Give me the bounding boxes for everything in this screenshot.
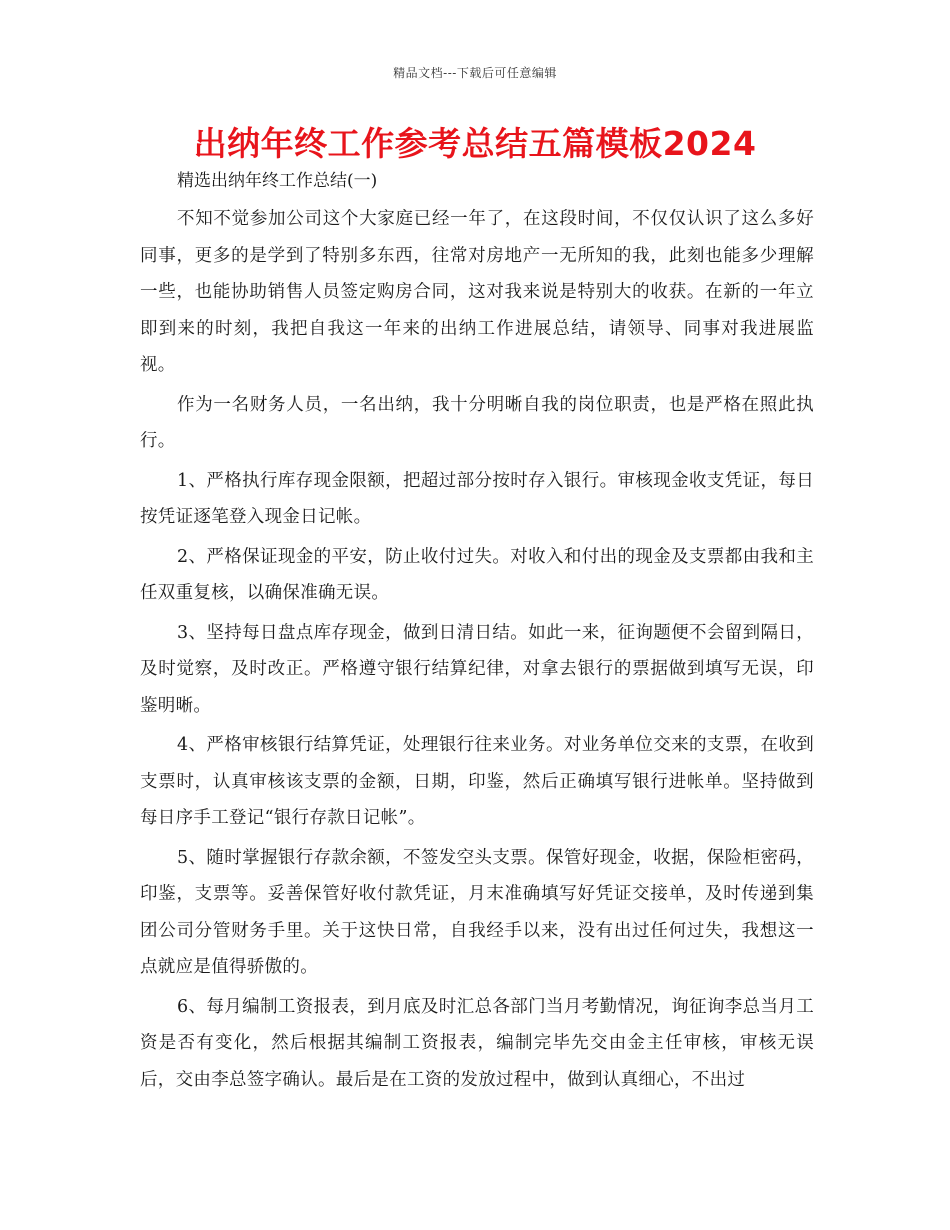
paragraph-intro: 不知不觉参加公司这个大家庭已经一年了，在这段时间，不仅仅认识了这么多好同事，更多的是学到了特别多东西，往常对房地产一无所知的我，此刻也能多少理解一些，也能协助销售人员签定购房合同，这对我来说是特别大的收获。在新的一年立即到来的时刻，我把自我这一年来的出纳工作进展总结，请领导、同事对我进展监视。 (140, 209, 814, 375)
section-subtitle: 精选出纳年终工作总结(一) (177, 171, 378, 191)
document-title: 出纳年终工作参考总结五篇模板2024 (193, 124, 757, 163)
header-note: 精品文档---下载后可任意编辑 (393, 66, 557, 80)
paragraph-item-2: 2、严格保证现金的平安，防止收付过失。对收入和付出的现金及支票都由我和主任双重复核，以确保准确无误。 (140, 546, 814, 603)
paragraph-item-4: 4、严格审核银行结算凭证，处理银行往来业务。对业务单位交来的支票，在收到支票时，认真审核该支票的金额，日期，印鉴，然后正确填写银行进帐单。坚持做到每日序手工登记“银行存款日记帐”。 (140, 735, 814, 828)
paragraph-item-6: 6、每月编制工资报表，到月底及时汇总各部门当月考勤情况，询征询李总当月工资是否有变化，然后根据其编制工资报表，编制完毕先交由金主任审核，审核无误后，交由李总签字确认。最后是在工资的发放过程中，做到认真细心，不出过 (140, 996, 814, 1090)
paragraph-item-5: 5、随时掌握银行存款余额，不签发空头支票。保管好现金，收据，保险柜密码，印鉴，支票等。妥善保管好收付款凭证，月末准确填写好凭证交接单，及时传递到集团公司分管财务手里。关于这快日常，自我经手以来，没有出过任何过失，我想这一点就应是值得骄傲的。 (140, 847, 814, 977)
paragraph-duty: 作为一名财务人员，一名出纳，我十分明晰自我的岗位职责，也是严格在照此执行。 (140, 394, 814, 451)
paragraph-item-1: 1、严格执行库存现金限额，把超过部分按时存入银行。审核现金收支凭证，每日按凭证逐笔登入现金日记帐。 (140, 470, 814, 527)
paragraph-item-3: 3、坚持每日盘点库存现金，做到日清日结。如此一来，征询题便不会留到隔日，及时觉察，及时改正。严格遵守银行结算纪律，对拿去银行的票据做到填写无误，印鉴明晰。 (140, 622, 814, 716)
document-body (140, 166, 814, 1101)
